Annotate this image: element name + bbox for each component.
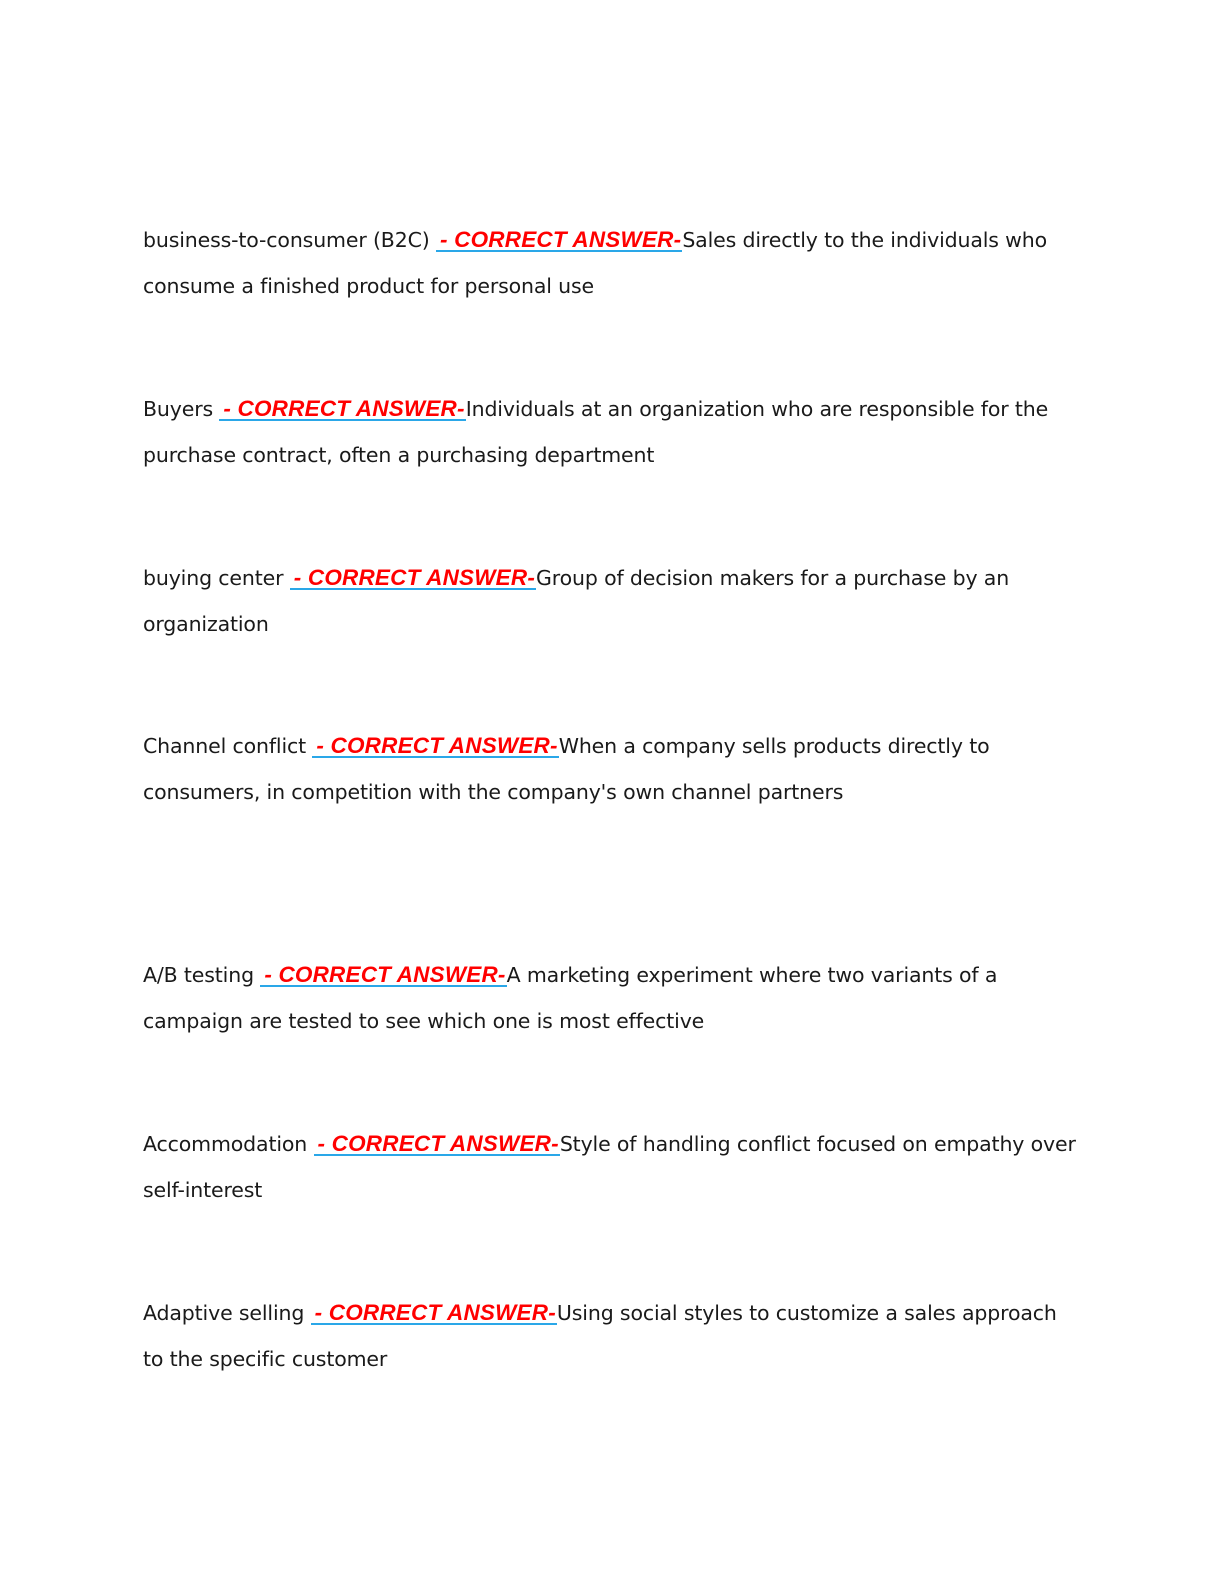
entry-definition: Sales directly to the individuals who consume a finished product for personal use — [143, 227, 1048, 298]
entry-definition: Individuals at an organization who are responsible for the purchase contract, often a purchasing department — [143, 396, 1049, 467]
entry-accommodation — [143, 1121, 1083, 1214]
entry-definition: Style of handling conflict focused on empathy over self-interest — [143, 1131, 1076, 1202]
correct-answer-marker: - CORRECT ANSWER- — [260, 965, 506, 987]
entry-definition: When a company sells products directly to consumers, in competition with the company's own channel partners — [143, 733, 990, 804]
entry-ab-testing — [143, 952, 1083, 1045]
entry-term: buying center — [143, 565, 284, 590]
entry-definition: A marketing experiment where two variants of a campaign are tested to see which one is most effective — [143, 962, 998, 1033]
entry-term: A/B testing — [143, 962, 254, 987]
entry-term: business-to-consumer (B2C) — [143, 227, 430, 252]
entry-term: Buyers — [143, 396, 214, 421]
correct-answer-marker: - CORRECT ANSWER- — [436, 230, 682, 252]
entry-buyers — [143, 386, 1083, 479]
correct-answer-marker: - CORRECT ANSWER- — [314, 1134, 560, 1156]
correct-answer-marker: - CORRECT ANSWER- — [290, 568, 536, 590]
entry-adaptive-selling — [143, 1290, 1083, 1383]
entry-term: Channel conflict — [143, 733, 307, 758]
correct-answer-marker: - CORRECT ANSWER- — [311, 1303, 557, 1325]
entry-definition: Group of decision makers for a purchase by an organization — [143, 565, 1010, 636]
entry-b2c — [143, 217, 1083, 310]
entry-buying-center — [143, 555, 1083, 648]
entry-term: Accommodation — [143, 1131, 308, 1156]
entry-term: Adaptive selling — [143, 1300, 305, 1325]
correct-answer-marker: - CORRECT ANSWER- — [219, 399, 465, 421]
entry-channel-conflict — [143, 723, 1083, 816]
entry-definition: Using social styles to customize a sales approach to the specific customer — [143, 1300, 1057, 1371]
correct-answer-marker: - CORRECT ANSWER- — [312, 736, 558, 758]
